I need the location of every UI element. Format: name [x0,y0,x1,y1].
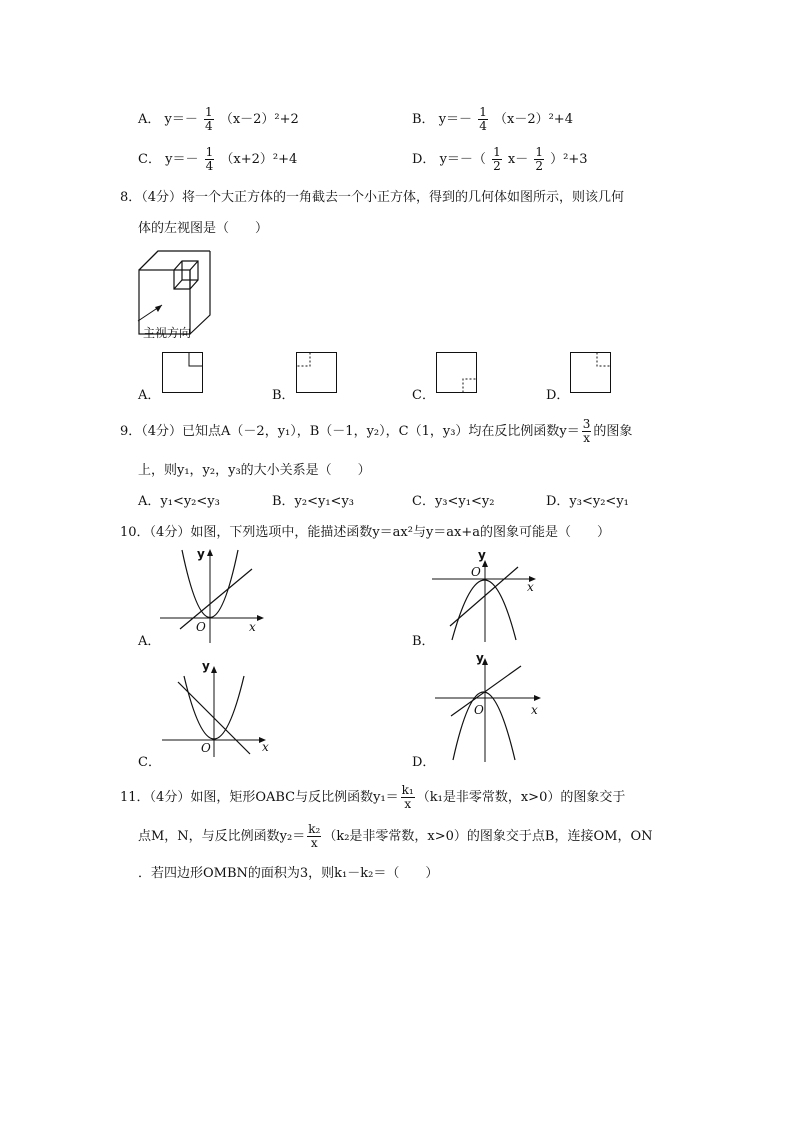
q10-label-b: B． [412,634,435,649]
formula-text: y＝－ [164,112,198,127]
q9-option-a: A．y₁<y₂<y₃ [138,494,220,509]
frac-den: x [404,797,412,811]
origin-label: O [196,620,206,634]
fraction [478,106,488,133]
q8-label-b: B． [272,388,295,403]
line-graph [450,567,518,626]
q7-option-b [412,106,573,133]
fraction [307,823,321,850]
q8-caption: 主视方向 [143,326,192,340]
q8-option-c-view [436,352,478,394]
q8-label-d: D． [546,388,570,403]
q8-option-d-view [570,352,612,394]
q11-text: 点M，N，与反比例函数y₂＝ [138,829,306,844]
q9-option-c: C．y₃<y₁<y₂ [412,494,495,509]
fraction [492,146,502,173]
q10-graph-b [432,560,542,650]
frac-num: 1 [205,105,213,119]
q10-label-a: A． [138,634,161,649]
y-label: y [478,548,486,562]
q9-text: 9．（4分）已知点A（－2，y₁），B（－1，y₂），C（1，y₃）均在反比例函数y＝ [120,424,580,439]
q8-option-b-view [296,352,338,394]
q9-option-d: D．y₃<y₂<y₁ [546,494,629,509]
q11-stem-line1 [120,784,625,811]
x-axis-arrow-icon [534,695,541,701]
frac-num: k₁ [401,783,414,797]
parabola [452,580,516,640]
x-axis-arrow-icon [257,615,264,621]
q8-option-a-view [162,352,204,394]
option-label: C． [138,152,161,167]
frac-den: 2 [535,159,543,173]
arrow-head-icon [155,305,162,312]
formula-text: （x－2）²+4 [493,112,573,127]
y-axis-arrow-icon [211,666,217,673]
q8-label-a: A． [138,388,161,403]
frac-num: 1 [479,105,487,119]
x-label: x [527,580,534,594]
formula-text: x－ [507,152,529,167]
fraction [582,418,592,445]
cube-right-edge [190,251,210,334]
q7-option-d [412,146,588,173]
q11-text: 11．（4分）如图，矩形OABC与反比例函数y₁＝ [120,790,399,805]
q10-label-d: D． [412,755,436,770]
q10-stem: 10．（4分）如图，下列选项中，能描述函数y＝ax²与y＝ax+a的图象可能是（ ） [120,525,611,540]
q10-graph-c [162,662,272,758]
frac-num: 1 [493,145,501,159]
frac-den: x [310,836,318,850]
frac-num: 1 [535,145,543,159]
frac-den: 4 [205,159,214,173]
y-label: y [202,659,210,673]
line-graph [451,666,521,716]
q11-text: （k₁是非零常数，x>0）的图象交于 [416,790,626,805]
formula-text: （x－2）²+2 [219,112,299,127]
q7-option-a [138,106,299,133]
q9-text: 的图象 [593,424,633,439]
q10-label-c: C． [138,755,161,770]
frac-den: 4 [479,119,487,133]
q9-stem-line1 [120,418,632,445]
formula-text: y＝－ [438,112,473,127]
formula-text: y＝－（ [439,152,486,167]
q8-stem-line2: 体的左视图是（ ） [138,221,269,236]
q7-option-c [138,146,297,173]
parabola [453,692,515,760]
x-label: x [249,620,256,634]
x-label: x [531,703,538,717]
formula-text: （x+2）²+4 [220,152,298,167]
frac-num: k₂ [308,822,321,836]
fraction [401,784,415,811]
option-label: A． [138,112,161,127]
y-axis-arrow-icon [207,549,213,556]
formula-text: ）²+3 [550,152,588,167]
y-label: y [197,547,205,561]
frac-den: 2 [493,159,501,173]
formula-text: y＝－ [165,152,199,167]
cube-top-edge [139,251,210,270]
q9-stem-line2: 上，则y₁，y₂，y₃的大小关系是（ ） [138,463,371,478]
q11-stem-line3: ．若四边形OMBN的面积为3，则k₁－k₂＝（ ） [138,866,439,881]
q8-label-c: C． [412,388,435,403]
fraction [534,146,544,173]
origin-label: O [471,565,481,579]
fraction [204,106,214,133]
option-label: B． [412,112,435,127]
option-label: D． [412,152,436,167]
origin-label: O [201,741,211,755]
q9-option-b: B．y₂<y₁<y₃ [272,494,355,509]
fraction [205,146,215,173]
line-graph [180,569,252,629]
q11-text: （k₂是非零常数，x>0）的图象交于点B，连接OM，ON [323,829,653,844]
frac-den: x [583,431,590,445]
frac-num: 1 [205,145,214,159]
origin-label: O [474,703,484,717]
q11-stem-line2 [138,823,652,850]
q8-stem-line1: 8．（4分）将一个大正方体的一角截去一个小正方体，得到的几何体如图所示，则该几何 [120,190,625,205]
frac-den: 4 [205,119,213,133]
y-label: y [476,651,484,665]
frac-num: 3 [582,417,591,431]
x-label: x [262,740,269,754]
